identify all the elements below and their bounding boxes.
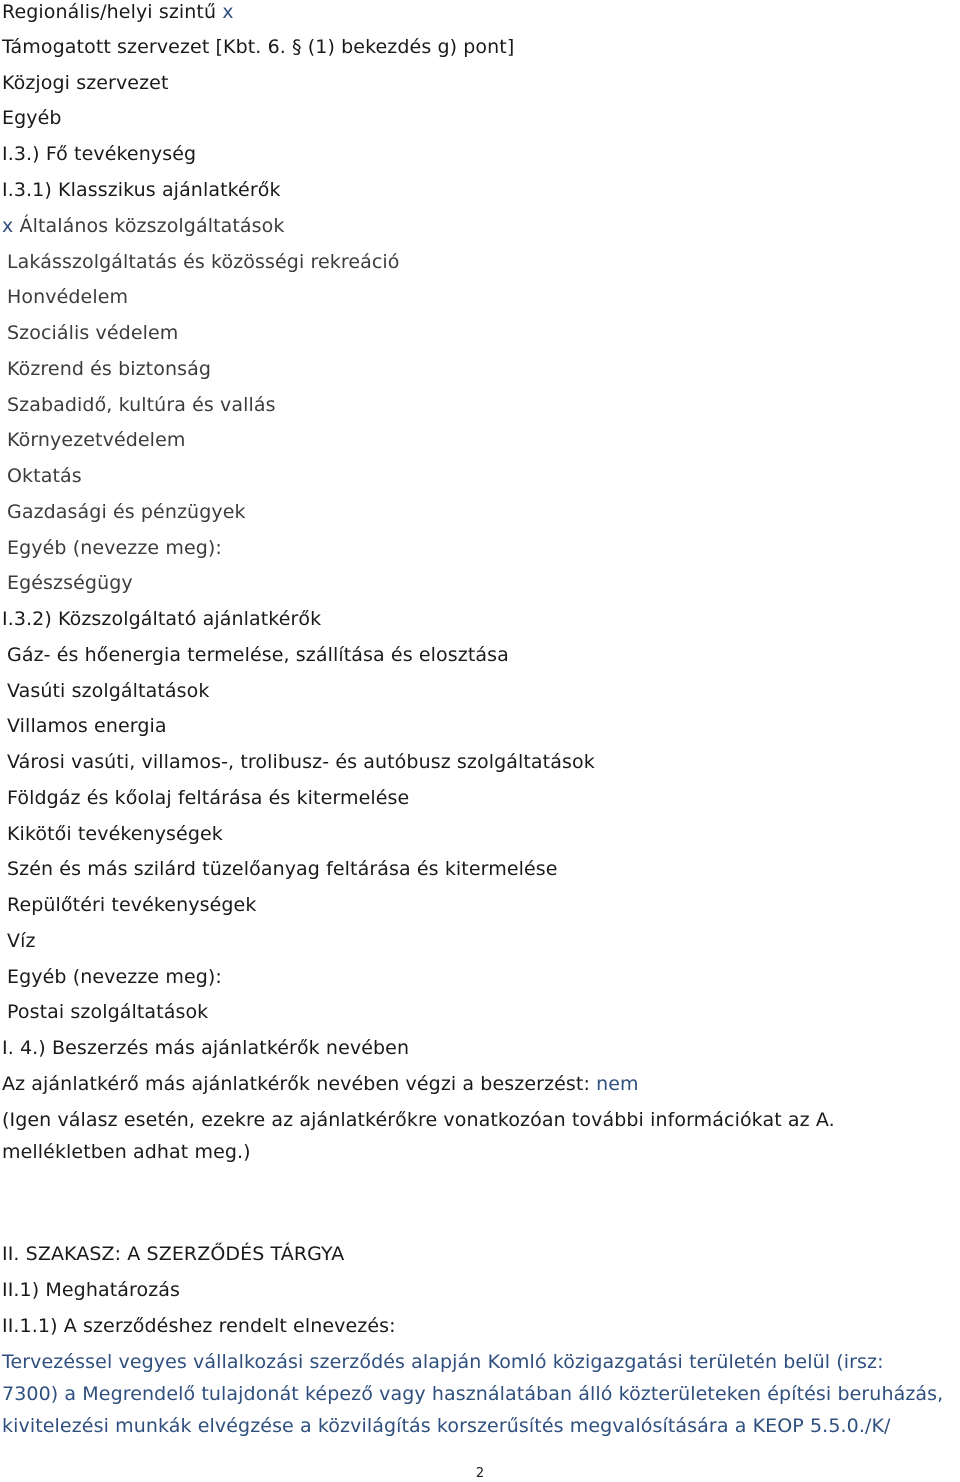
- public-body-line: Közjogi szervezet: [2, 72, 169, 94]
- general-services-line: [2, 214, 285, 238]
- utilities-heading: I.3.2) Közszolgáltató ajánlatkérők: [2, 608, 322, 630]
- on-behalf-question-label: Az ajánlatkérő más ajánlatkérők nevében végzi a beszerzést:: [2, 1073, 590, 1095]
- on-behalf-heading: I. 4.) Beszerzés más ajánlatkérők nevében: [2, 1037, 410, 1059]
- urban-transport-line: Városi vasúti, villamos-, trolibusz- és autóbusz szolgáltatások: [7, 751, 595, 773]
- contract-title-label: II.1.1) A szerződéshez rendelt elnevezés:: [2, 1315, 396, 1337]
- on-behalf-question: [2, 1072, 639, 1096]
- education-line: Oktatás: [7, 465, 82, 487]
- section-ii-heading: II. SZAKASZ: A SZERZŐDÉS TÁRGYA: [2, 1243, 345, 1265]
- other-specify-line: Egyéb (nevezze meg):: [7, 537, 222, 559]
- electricity-line: Villamos energia: [7, 715, 167, 737]
- supported-org-line: Támogatott szervezet [Kbt. 6. § (1) bekezdés g) pont]: [2, 36, 515, 58]
- definition-heading: II.1) Meghatározás: [2, 1279, 181, 1301]
- defence-line: Honvédelem: [7, 286, 129, 308]
- selected-mark: x: [222, 1, 234, 23]
- contract-title-line-1: Tervezéssel vegyes vállalkozási szerződés alapján Komló közigazgatási területén belül (irsz:: [2, 1351, 884, 1373]
- main-activity-heading: I.3.) Fő tevékenység: [2, 143, 197, 165]
- region-level-line: [2, 0, 234, 24]
- gas-heat-line: Gáz- és hőenergia termelése, szállítása és elosztása: [7, 644, 509, 666]
- environment-line: Környezetvédelem: [7, 429, 186, 451]
- coal-line: Szén és más szilárd tüzelőanyag feltárása és kitermelése: [7, 858, 558, 880]
- postal-line: Postai szolgáltatások: [7, 1001, 209, 1023]
- economic-line: Gazdasági és pénzügyek: [7, 501, 246, 523]
- public-order-line: Közrend és biztonság: [7, 358, 211, 380]
- port-line: Kikötői tevékenységek: [7, 823, 223, 845]
- airport-line: Repülőtéri tevékenységek: [7, 894, 257, 916]
- contract-title-line-3: kivitelezési munkák elvégzése a közvilágítás korszerűsítés megvalósítására a KEOP 5.5.0./K/: [2, 1415, 891, 1437]
- selected-mark: x: [2, 215, 14, 237]
- water-line: Víz: [7, 930, 36, 952]
- health-line: Egészségügy: [7, 572, 133, 594]
- note-line-1: (Igen válasz esetén, ezekre az ajánlatkérőkre vonatkozóan további információkat az A.: [2, 1109, 835, 1131]
- on-behalf-answer: nem: [596, 1073, 639, 1095]
- contract-title-line-2: 7300) a Megrendelő tulajdonát képező vagy használatában álló közterületeken építési beruházás,: [2, 1383, 944, 1405]
- page-number: 2: [475, 1466, 485, 1481]
- utilities-other-line: Egyéb (nevezze meg):: [7, 966, 222, 988]
- note-line-2: mellékletben adhat meg.): [2, 1141, 251, 1163]
- classic-contracting-heading: I.3.1) Klasszikus ajánlatkérők: [2, 179, 281, 201]
- oil-gas-line: Földgáz és kőolaj feltárása és kitermelése: [7, 787, 410, 809]
- housing-line: Lakásszolgáltatás és közösségi rekreáció: [7, 251, 400, 273]
- railway-line: Vasúti szolgáltatások: [7, 680, 210, 702]
- region-level-label: Regionális/helyi szintű: [2, 1, 217, 23]
- recreation-line: Szabadidő, kultúra és vallás: [7, 394, 276, 416]
- social-protection-line: Szociális védelem: [7, 322, 179, 344]
- other-line: Egyéb: [2, 107, 62, 129]
- general-services-label: Általános közszolgáltatások: [19, 215, 285, 237]
